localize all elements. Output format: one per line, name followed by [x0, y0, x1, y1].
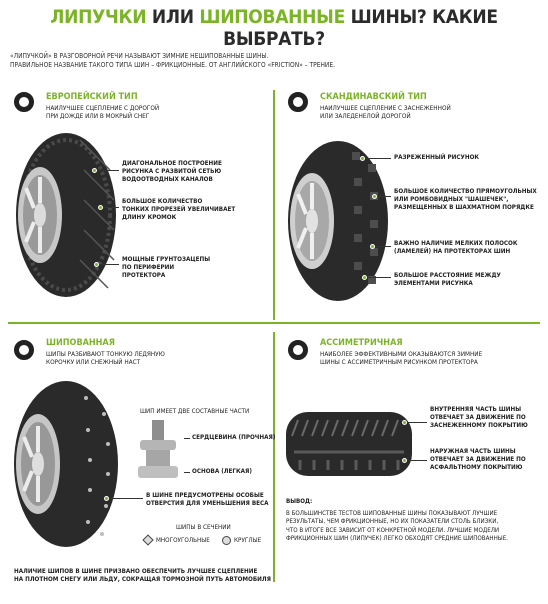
conclusion-block: ВЫВОД: В БОЛЬШИНСТВЕ ТЕСТОВ ШИПОВАННЫЕ ШИНЫ ПОКАЗЫВАЮТ ЛУЧШИЕ РЕЗУЛЬТАТЫ, ЧЕМ ФРИКЦИОННЫЕ, НО ИХ ПОКАЗАТЕЛИ СТОЛЬ БЛИЗКИ, ЧТО В ИТОГЕ ВСЕ ЗАВИСИТ ОТ КОНКРЕТНОЙ МОДЕЛИ. ЛУЧШИЕ МОДЕЛИ ФРИКЦИОННЫХ ШИН (ЛИПУЧЕК) ЛЕГКО ОБХОДЯТ СРЕДНИЕ ШИПОВАННЫЕ.	[286, 498, 509, 542]
scandinavian-callout-sipes: ВАЖНО НАЛИЧИЕ МЕЛКИХ ПОЛОСОК (ЛАМЕЛЕЙ) НА ПРОТЕКТОРАХ ШИН	[394, 240, 518, 255]
scandinavian-callout-sparse: РАЗРЕЖЕННЫЙ РИСУНОК	[394, 154, 480, 161]
tire-icon	[14, 92, 34, 112]
callout-line	[365, 158, 391, 159]
european-callout-lugs: МОЩНЫЕ ГРУНТОЗАЦЕПЫ ПО ПЕРИФЕРИИ ПРОТЕКТОРА	[122, 256, 211, 279]
callout-line	[367, 277, 391, 278]
page-title: ЛИПУЧКИ ИЛИ ШИПОВАННЫЕ ШИНЫ? КАКИЕ ВЫБРАТЬ?	[50, 6, 498, 50]
divider-vertical-top	[273, 90, 275, 320]
tire-icon	[288, 340, 308, 360]
european-callout-sipes: БОЛЬШОЕ КОЛИЧЕСТВО ТОНКИХ ПРОРЕЗЕЙ УВЕЛИЧИВАЕТ ДЛИНУ КРОМОК	[122, 198, 236, 221]
studded-title: ШИПОВАННАЯ	[46, 338, 115, 348]
callout-line	[184, 472, 190, 473]
asymmetric-inner-label: ВНУТРЕННЯЯ ЧАСТЬ ШИНЫ ОТВЕЧАЕТ ЗА ДВИЖЕНИЕ ПО ЗАСНЕЖЕННОМУ ПОКРЫТИЮ	[430, 406, 528, 429]
round-shape-icon	[222, 536, 231, 545]
divider-vertical-bottom	[273, 332, 275, 582]
scandinavian-title: СКАНДИНАВСКИЙ ТИП	[320, 92, 427, 102]
stud-shapes-label: ШИПЫ В СЕЧЕНИИ	[176, 524, 231, 531]
stud-parts-label: ШИП ИМЕЕТ ДВЕ СОСТАВНЫЕ ЧАСТИ	[140, 408, 250, 415]
studded-footer: НАЛИЧИЕ ШИПОВ В ШИНЕ ПРИЗВАНО ОБЕСПЕЧИТЬ ЛУЧШЕЕ СЦЕПЛЕНИЕ НА ПЛОТНОМ СНЕГУ ИЛИ ЛЬДУ, СОКРАЩАЯ ТОРМОЗНОЙ ПУТЬ АВТОМОБИЛЯ	[14, 568, 271, 583]
polygon-shape-icon	[142, 534, 153, 545]
callout-line	[407, 460, 427, 461]
studded-tire-image	[8, 378, 126, 550]
asymmetric-title: АССИМЕТРИЧНАЯ	[320, 338, 403, 348]
studded-desc: ШИПЫ РАЗБИВАЮТ ТОНКУЮ ЛЕДЯНУЮ КОРОЧКУ ИЛИ СНЕЖНЫЙ НАСТ	[46, 350, 165, 366]
asymmetric-desc: НАИБОЛЕЕ ЭФФЕКТИВНЫМИ ОКАЗЫВАЮТСЯ ЗИМНИЕ ШИНЫ С АССИМЕТРИЧНЫМ РИСУНКОМ ПРОТЕКТОРА	[320, 350, 483, 366]
european-desc: НАИЛУЧШЕЕ СЦЕПЛЕНИЕ С ДОРОГОЙ ПРИ ДОЖДЕ ИЛИ В МОКРЫЙ СНЕГ	[46, 104, 160, 120]
intro-text: «ЛИПУЧКОЙ» В РАЗГОВОРНОЙ РЕЧИ НАЗЫВАЮТ ЗИМНИЕ НЕШИПОВАННЫЕ ШИНЫ. ПРАВИЛЬНОЕ НАЗВАНИЕ ТАКОГО ТИПА ШИН – ФРИКЦИОННЫЕ. ОТ АНГЛИЙСКОГО «FRICTION» – ТРЕНИЕ.	[10, 52, 335, 69]
tire-icon	[14, 340, 34, 360]
stud-holes-label: В ШИНЕ ПРЕДУСМОТРЕНЫ ОСОБЫЕ ОТВЕРСТИЯ ДЛЯ УМЕНЬШЕНИЯ ВЕСА	[146, 492, 269, 507]
stud-image	[132, 418, 184, 486]
stud-base-label: ОСНОВА (ЛЕГКАЯ)	[192, 468, 252, 475]
shape-round-label: КРУГЛЫЕ	[234, 537, 262, 544]
callout-line	[99, 264, 119, 265]
callout-line	[103, 207, 119, 208]
tire-icon	[288, 92, 308, 112]
callout-line	[109, 498, 143, 499]
callout-line	[377, 196, 391, 197]
shape-polygon-label: МНОГОУГОЛЬНЫЕ	[156, 537, 210, 544]
scandinavian-tire-image	[282, 138, 390, 304]
callout-line	[184, 438, 190, 439]
stud-core-label: СЕРДЦЕВИНА (ПРОЧНАЯ)	[192, 434, 276, 441]
scandinavian-callout-blocks: БОЛЬШОЕ КОЛИЧЕСТВО ПРЯМОУГОЛЬНЫХ ИЛИ РОМБОВИДНЫХ "ШАШЕЧЕК", РАЗМЕЩЕННЫХ В ШАХМАТНОМ ПОРЯДКЕ	[394, 188, 537, 211]
european-callout-pattern: ДИАГОНАЛЬНОЕ ПОСТРОЕНИЕ РИСУНКА С РАЗВИТОЙ СЕТЬЮ ВОДООТВОДНЫХ КАНАЛОВ	[122, 160, 222, 183]
scandinavian-callout-spacing: БОЛЬШОЕ РАССТОЯНИЕ МЕЖДУ ЭЛЕМЕНТАМИ РИСУНКА	[394, 272, 501, 287]
asymmetric-outer-label: НАРУЖНАЯ ЧАСТЬ ШИНЫ ОТВЕЧАЕТ ЗА ДВИЖЕНИЕ ПО АСФАЛЬТНОМУ ПОКРЫТИЮ	[430, 448, 526, 471]
scandinavian-desc: НАИЛУЧШЕЕ СЦЕПЛЕНИЕ С ЗАСНЕЖЕННОЙ ИЛИ ЗАЛЕДЕНЕЛОЙ ДОРОГОЙ	[320, 104, 451, 120]
european-tire-image	[10, 130, 122, 300]
divider-horizontal	[8, 322, 540, 324]
asymmetric-tire-image	[284, 408, 414, 480]
european-title: ЕВРОПЕЙСКИЙ ТИП	[46, 92, 138, 102]
callout-line	[375, 246, 391, 247]
callout-line	[97, 170, 119, 171]
conclusion-heading: ВЫВОД:	[286, 498, 313, 505]
callout-line	[407, 422, 427, 423]
